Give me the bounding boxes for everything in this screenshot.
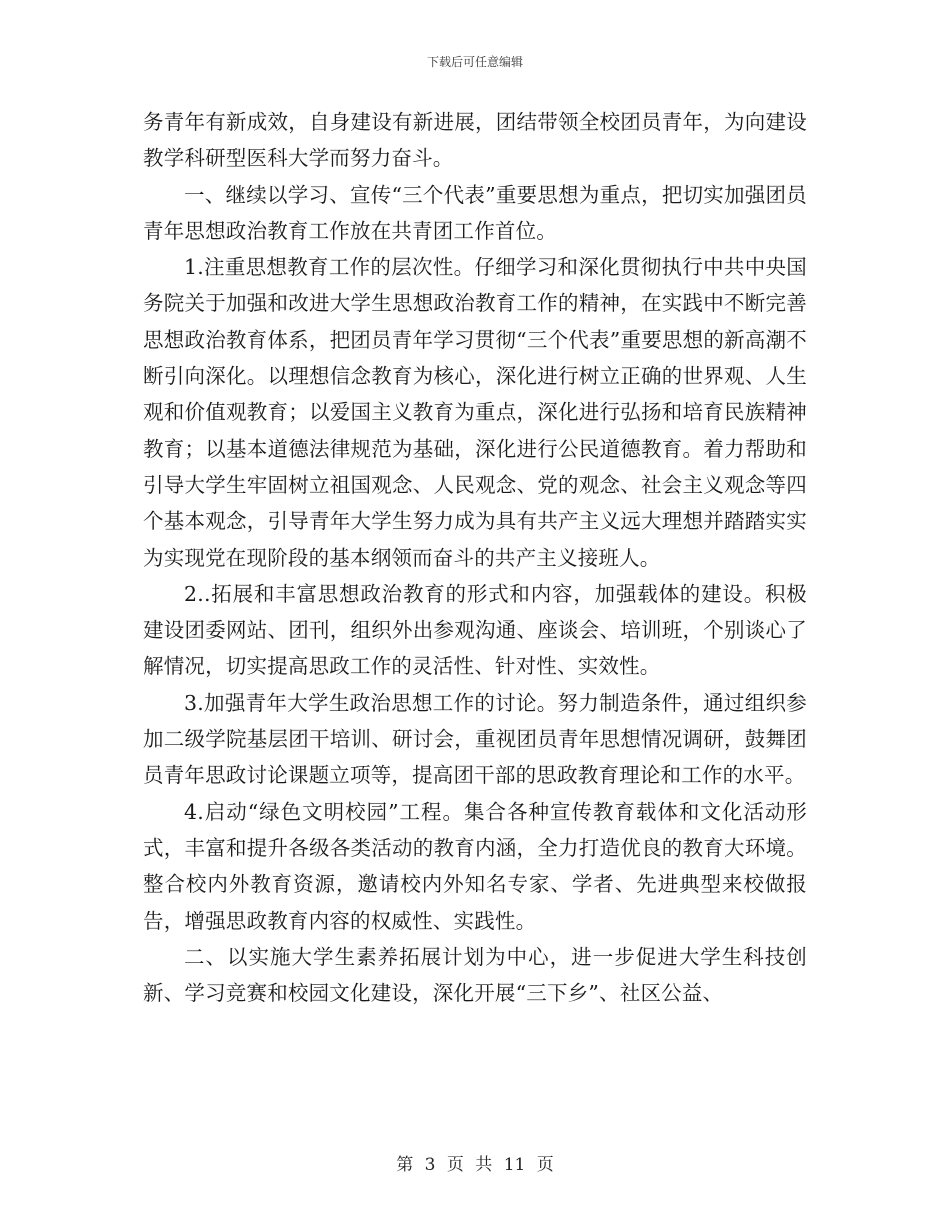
document-body xyxy=(143,104,807,1011)
page-header-note: 下载后可任意编辑 xyxy=(426,55,523,69)
page-number-footer: 第 3 页 共 11 页 xyxy=(396,1155,554,1175)
paragraph-continuation: 务青年有新成效，自身建设有新进展，团结带领全校团员青年，为向建设教学科研型医科大学而努力奋斗。 xyxy=(143,110,807,171)
paragraph-section-2-heading: 二、以实施大学生素养拓展计划为中心，进一步促进大学生科技创新、学习竞赛和校园文化建设，深化开展“三下乡”、社区公益、 xyxy=(143,944,807,1006)
paragraph-item-4: 4.启动“绿色文明校园”工程。集合各种宣传教育载体和文化活动形式，丰富和提升各级各类活动的教育内涵，全力打造优良的教育大环境。整合校内外教育资源，邀请校内外知名专家、学者、先进典型来校做报告，增强思政教育内容的权威性、实践性。 xyxy=(143,799,807,933)
paragraph-item-2: 2..拓展和丰富思想政治教育的形式和内容，加强载体的建设。积极建设团委网站、团刊，组织外出参观沟通、座谈会、培训班，个别谈心了解情况，切实提高思政工作的灵活性、针对性、实效性。 xyxy=(143,581,807,679)
paragraph-item-1: 1.注重思想教育工作的层次性。仔细学习和深化贯彻执行中共中央国务院关于加强和改进大学生思想政治教育工作的精神，在实践中不断完善思想政治教育体系，把团员青年学习贯彻“三个代表”重要思想的新高潮不断引向深化。以理想信念教育为核心，深化进行树立正确的世界观、人生观和价值观教育；以爱国主义教育为重点，深化进行弘扬和培育民族精神教育；以基本道德法律规范为基础，深化进行公民道德教育。着力帮助和引导大学生牢固树立祖国观念、人民观念、党的观念、社会主义观念等四个基本观念，引导青年大学生努力成为具有共产主义远大理想并踏踏实实为实现党在现阶段的基本纲领而奋斗的共产主义接班人。 xyxy=(143,255,807,570)
paragraph-section-1-heading: 一、继续以学习、宣传“三个代表”重要思想为重点，把切实加强团员青年思想政治教育工作放在共青团工作首位。 xyxy=(143,182,807,243)
paragraph-item-3: 3.加强青年大学生政治思想工作的讨论。努力制造条件，通过组织参加二级学院基层团干培训、研讨会，重视团员青年思想情况调研，鼓舞团员青年思政讨论课题立项等，提高团干部的思政教育理论和工作的水平。 xyxy=(143,690,807,788)
